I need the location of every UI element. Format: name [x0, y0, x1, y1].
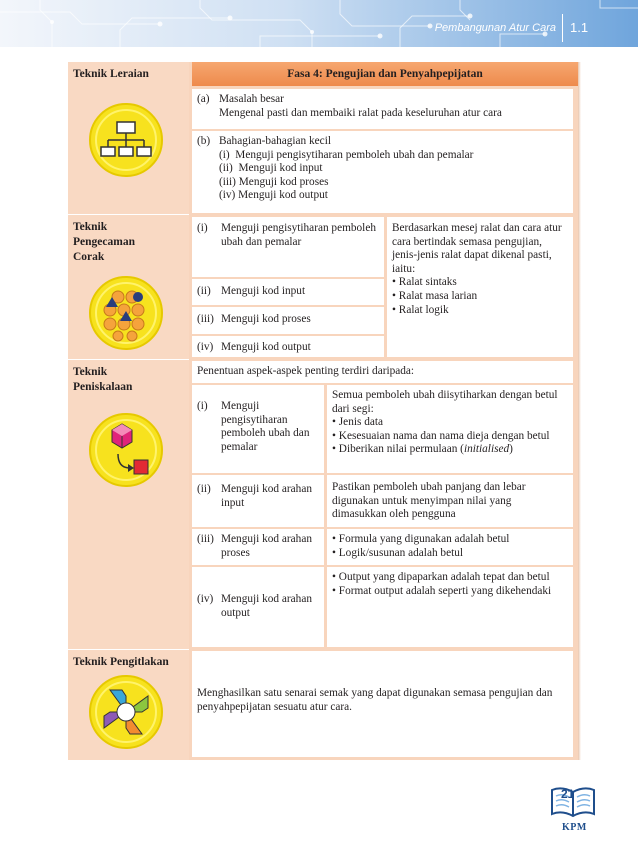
- item-text: Menguji kod output: [221, 341, 311, 353]
- publisher-label: KPM: [562, 822, 587, 833]
- abstraction-icon: [88, 412, 164, 488]
- item-title: Masalah besar: [219, 93, 284, 105]
- list-item: [197, 135, 568, 149]
- pattern-item: [192, 307, 384, 334]
- technique-cell-algorithm: [68, 649, 189, 760]
- item-title: Bahagian-bahagian kecil: [219, 135, 331, 147]
- note-text: Berdasarkan mesej ralat dan cara atur cara bertindak semasa pengujian, jenis-jenis ralat dapat dikenal pasti, iaitu:: [392, 222, 562, 275]
- abstraction-left-item: [192, 529, 324, 565]
- pattern-item: [192, 217, 384, 277]
- item-text: Menguji kod proses: [221, 313, 311, 325]
- abstraction-right-item: [327, 475, 573, 527]
- bullet-item: • Kesesuaian nama dan nama dieja dengan betul: [332, 429, 550, 442]
- item-label: (i): [197, 400, 208, 412]
- pattern-recognition-icon: [88, 275, 164, 351]
- phase-heading: Fasa 4: Pengujian dan Penyahpepijatan: [192, 62, 578, 86]
- bullet-item: • Logik/susunan adalah betul: [332, 546, 464, 559]
- error-types-note: [387, 217, 573, 357]
- item-text: Menguji kod input: [221, 285, 306, 297]
- abstraction-right-item: [327, 567, 573, 647]
- bullet-item: • Formula yang digunakan adalah betul: [332, 533, 510, 545]
- algorithm-icon: [88, 674, 164, 750]
- error-type-item: • Ralat masa larian: [392, 289, 478, 302]
- decomposition-large-problem: [192, 89, 573, 129]
- abstraction-right-item: [327, 529, 573, 565]
- technique-cell-abstraction: [68, 359, 189, 649]
- item-label: (b): [197, 135, 211, 147]
- item-text: Menguji kod arahan input: [221, 483, 312, 509]
- algorithm-description: Menghasilkan satu senarai semak yang dapat digunakan semasa pengujian dan penyahpepijatan sesuatu atur cara.: [192, 651, 573, 757]
- sub-item: (ii) Menguji kod input: [219, 162, 323, 175]
- sub-item: (iii) Menguji kod proses: [219, 175, 329, 188]
- pattern-item: [192, 279, 384, 305]
- sub-item: (i) Menguji pengisytiharan pemboleh ubah dan pemalar: [219, 148, 474, 161]
- chapter-title: Pembangunan Atur Cara: [434, 22, 556, 34]
- header-divider: [562, 14, 563, 42]
- item-label: (iv): [197, 593, 214, 605]
- abstraction-left-item: [192, 385, 324, 473]
- phase-content: [192, 62, 578, 760]
- abstraction-left-item: [192, 475, 324, 527]
- technique-label-pattern-3: Corak: [73, 251, 105, 263]
- technique-label-abstraction-2: Peniskalaan: [73, 381, 133, 393]
- list-item: [197, 93, 568, 107]
- page-header: [0, 0, 638, 47]
- item-text: Menguji kod arahan proses: [221, 533, 312, 559]
- item-label: (iv): [197, 341, 214, 353]
- pattern-item: [192, 336, 384, 357]
- testing-techniques-table: [68, 62, 578, 760]
- abstraction-intro: Penentuan aspek-aspek penting terdiri daripada:: [192, 361, 573, 383]
- item-intro: Semua pemboleh ubah diisytiharkan dengan betul dari segi:: [332, 389, 558, 415]
- technique-label-pattern-1: Teknik: [73, 221, 108, 233]
- item-text: Menguji kod arahan output: [221, 593, 312, 619]
- chapter-number: 1.1: [570, 20, 589, 35]
- technique-column: [68, 62, 189, 760]
- technique-label-algorithm: Teknik Pengitlakan: [73, 656, 169, 668]
- item-label: (i): [197, 222, 208, 234]
- technique-cell-pattern: [68, 214, 189, 359]
- error-type-item: • Ralat sintaks: [392, 276, 457, 289]
- page-number: 21: [561, 787, 575, 801]
- technique-label-abstraction-1: Teknik: [73, 366, 108, 378]
- item-label: (iii): [197, 313, 214, 325]
- table-shadow: [578, 62, 581, 760]
- item-label: (ii): [197, 285, 211, 297]
- bullet-item: • Output yang dipaparkan adalah tepat dan betul: [332, 571, 550, 583]
- bullet-item: • Diberikan nilai permulaan (initialised): [332, 443, 513, 456]
- abstraction-right-item: [327, 385, 573, 473]
- abstraction-left-item: [192, 567, 324, 647]
- item-label: (ii): [197, 483, 211, 495]
- item-text: Menguji pengisytiharan pemboleh ubah dan pemalar: [221, 400, 310, 453]
- decomposition-icon: [88, 102, 164, 178]
- decomposition-small-parts: [192, 131, 573, 213]
- item-text: Pastikan pemboleh ubah panjang dan lebar digunakan untuk menyimpan nilai yang dimasukkan oleh pengguna: [332, 481, 526, 521]
- technique-label-decomposition: Teknik Leraian: [73, 68, 149, 80]
- technique-cell-decomposition: [68, 62, 189, 214]
- technique-label-pattern-2: Pengecaman: [73, 236, 135, 248]
- error-type-item: • Ralat logik: [392, 303, 449, 316]
- item-description: Mengenal pasti dan membaiki ralat pada keseluruhan atur cara: [219, 106, 502, 119]
- bullet-item: • Jenis data: [332, 416, 384, 429]
- item-label: (a): [197, 93, 210, 105]
- bullet-item: • Format output adalah seperti yang dikehendaki: [332, 584, 552, 597]
- sub-item: (iv) Menguji kod output: [219, 189, 328, 202]
- item-label: (iii): [197, 533, 214, 545]
- item-text: Menguji pengisytiharan pemboleh ubah dan pemalar: [221, 222, 376, 248]
